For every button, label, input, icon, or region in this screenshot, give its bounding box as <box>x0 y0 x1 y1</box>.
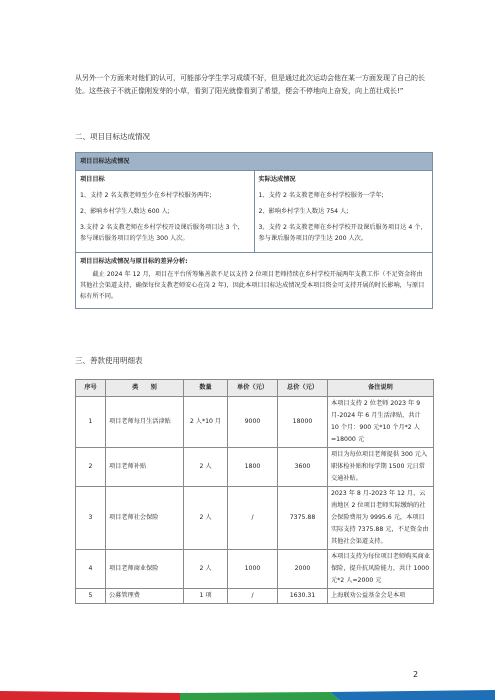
cell-unit-price: 1800 <box>228 448 278 487</box>
cell-quantity: 2 人*10 月 <box>184 397 228 448</box>
cell-note: 2023 年 8 月-2023 年 12 月，云南地区 2 位项目老师实际缴纳的社会保险费用为 9995.6 元，本项目实际支持 7375.88 元，不足资金由其他社会渠道支持。 <box>328 487 434 550</box>
goal-item: 2、影响乡村学生人数达 600 人; <box>80 208 170 215</box>
cell-category: 项目老师补贴 <box>106 448 184 487</box>
cell-quantity: 2 人 <box>184 550 228 589</box>
cell-total: 1630.31 <box>278 589 328 604</box>
cell-quantity: 2 人 <box>184 487 228 550</box>
cell-note: 本项目支持为每位项目老师购买商业保险，提升抗风险能力，共计 1000 元*2 人=2000 元 <box>328 550 434 589</box>
cell-index: 4 <box>76 550 106 589</box>
table-row <box>76 448 434 487</box>
table-row <box>76 397 434 448</box>
cell-note: 本项目支持 2 位老师 2023 年 9 月-2024 年 6 月生活津贴，共计 10 个月：900 元*10 个月*2 人=18000 元 <box>328 397 434 448</box>
col-header: 数量 <box>184 380 228 397</box>
cell-unit-price: 1000 <box>228 550 278 589</box>
cell-total: 3600 <box>278 448 328 487</box>
footer-color-bar <box>0 688 495 700</box>
goals-col-right-title: 实际达成情况 <box>258 176 296 183</box>
cell-quantity: 1 项 <box>184 589 228 604</box>
usage-table <box>75 379 434 604</box>
col-header: 类 别 <box>106 380 184 397</box>
goals-col-left-title: 项目目标 <box>80 176 105 183</box>
goals-table <box>75 152 433 309</box>
cell-unit-price: / <box>228 589 278 604</box>
cell-note: 项目为每位项目老师提供 300 元入职体检补贴和每学期 1500 元日常交通补贴。 <box>328 448 434 487</box>
footer-blue-stripe <box>330 690 495 700</box>
footer-red-stripe <box>0 691 180 700</box>
cell-index: 5 <box>76 589 106 604</box>
cell-category: 公募管理费 <box>106 589 184 604</box>
cell-unit-price: / <box>228 487 278 550</box>
usage-table-header-row <box>76 380 434 397</box>
diff-analysis-text: 截止 2024 年 12 月，项目在平台所筹集善款不足以支持 2 位项目老师持续在乡村学校开展两年支教工作（不足资金将由其他社会渠道支持，确保每位支教老师安心在岗 2 年)，因此本项目目标达成情况受本项目资金可支持开展的时长影响，与原目标有所不同。 <box>80 271 425 300</box>
cell-note: 上海联劝公益基金会是本项 <box>328 589 434 604</box>
col-header: 序号 <box>76 380 106 397</box>
table-row <box>76 550 434 589</box>
col-header: 备注说明 <box>328 380 434 397</box>
result-item: 1、支持 2 名支教老师在乡村学校服务一学年; <box>258 192 384 199</box>
cell-category: 项目老师每月生活津贴 <box>106 397 184 448</box>
cell-category: 项目老师社会保险 <box>106 487 184 550</box>
cell-total: 7375.88 <box>278 487 328 550</box>
goals-table-header: 项目目标达成情况 <box>76 153 433 171</box>
cell-quantity: 2 人 <box>184 448 228 487</box>
section-2-title: 二、项目目标达成情况 <box>75 132 150 141</box>
table-row <box>76 487 434 550</box>
goal-item: 1、支持 2 名支教老师至少在乡村学校服务两年; <box>80 192 212 199</box>
footer-green-stripe <box>180 692 340 700</box>
cell-total: 2000 <box>278 550 328 589</box>
cell-category: 项目老师商业保险 <box>106 550 184 589</box>
cell-total: 18000 <box>278 397 328 448</box>
diff-analysis-title: 项目目标达成情况与原目标的差异分析: <box>80 258 188 265</box>
page-number: 2 <box>413 670 419 679</box>
col-header: 总价（元） <box>278 380 328 397</box>
cell-index: 1 <box>76 397 106 448</box>
result-item: 3、支持 2 名支教老师在乡村学校开设课后服务项目达 4 个，参与课后服务项目的学生达 200 人次。 <box>258 224 427 242</box>
goal-item: 3.支持 2 名支教老师在乡村学校开设课后服务项目达 3 个，参与课后服务项目的学生达 300 人次。 <box>80 224 244 242</box>
section-3-title: 三、善款使用明细表 <box>75 356 143 365</box>
cell-unit-price: 9000 <box>228 397 278 448</box>
cell-index: 2 <box>76 448 106 487</box>
col-header: 单价（元） <box>228 380 278 397</box>
table-row <box>76 589 434 604</box>
result-item: 2、影响乡村学生人数达 754 人; <box>258 208 349 215</box>
cell-index: 3 <box>76 487 106 550</box>
intro-paragraph: 从另外一个方面来对他们的认可，可能部分学生学习成绩不好，但是通过此次运动会他在某一方面发现了自己的长处。这些孩子不就正像刚发芽的小草，看到了阳光就像看到了希望，便会不停地向上奋发，向上茁壮成长!” <box>75 74 425 95</box>
